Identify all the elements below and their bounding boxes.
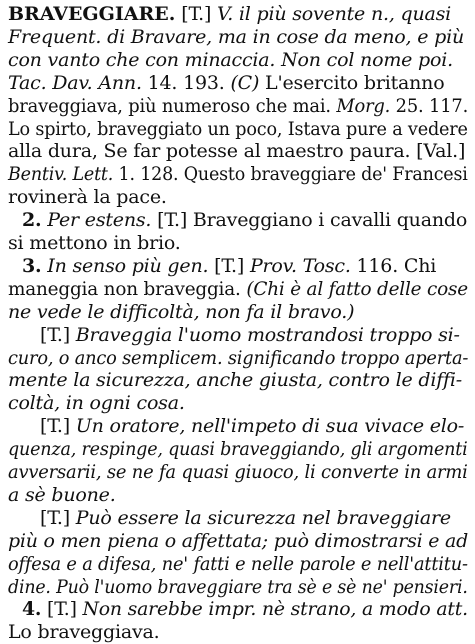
entry-line (8, 552, 468, 576)
entry-text: [T.] (175, 3, 218, 25)
entry-text: dine. Può l'uomo braveggiare tra sè e sè ne' pensieri. (8, 575, 468, 598)
entry-line (8, 437, 468, 461)
entry-text: più o men piena o affettata; può dimostrarsi e ad (8, 529, 469, 552)
entry-text: coltà, in ogni cosa. (8, 392, 185, 415)
sense-number: 2. (22, 209, 42, 232)
entry-line (8, 346, 468, 370)
entry-text: Non sarebbe impr. nè strano, a modo att. (82, 598, 468, 621)
entry-text: In senso più gen. (41, 254, 209, 277)
entry-text: offesa e a difesa, ne' fatti e nelle parole e nell'attitu- (8, 552, 468, 575)
entry-line (8, 162, 468, 186)
entry-text: [T.] (40, 506, 76, 529)
entry-line (8, 139, 465, 163)
entry-text: Lo braveggiava. (8, 621, 160, 644)
sense-number: 3. (22, 254, 42, 277)
entry-line (8, 368, 462, 392)
entry-text: [T.] (40, 323, 76, 346)
entry-text: [T.] (208, 254, 250, 277)
entry-text: 25. 117. (390, 94, 469, 117)
entry-line (22, 208, 467, 232)
entry-text: con vanto che con minaccia. Non col nome poi. (8, 48, 453, 71)
entry-text: maneggia non braveggia. (8, 277, 247, 300)
entry-text: [T.] Braveggiano i cavalli quando (151, 209, 468, 232)
entry-line (8, 620, 159, 644)
entry-text: avversarii, se ne fa quasi giuoco, li converte in armi (8, 461, 468, 483)
entry-line (8, 185, 167, 209)
entry-text: (Chi è al fatto delle cose (246, 277, 468, 300)
entry-text: Può essere la sicurezza nel braveggiare (75, 506, 451, 529)
entry-text: mente la sicurezza, anche giusta, contro le diffi- (8, 369, 462, 392)
entry-line (8, 460, 468, 484)
entry-text: Prov. Tosc. (249, 254, 351, 277)
entry-line (40, 414, 464, 438)
entry-text: ne vede le difficoltà, non fa il bravo.) (8, 300, 355, 323)
entry-line (22, 254, 436, 278)
entry-text: si mettono in brio. (8, 232, 181, 254)
entry-text: [T.] (41, 598, 83, 621)
entry-line (8, 300, 354, 324)
entry-line (8, 94, 468, 118)
entry-text: V. il più sovente n., quasi (217, 3, 452, 25)
entry-line (40, 323, 460, 347)
entry-text: 14. 193. (141, 71, 231, 94)
entry-text: (C) (230, 71, 260, 94)
entry-text: 1. 128. Questo braveggiare de' Francesi (113, 163, 468, 186)
headword: BRAVEGGIARE. (8, 3, 176, 25)
entry-line (8, 25, 464, 49)
entry-text: a sè buone. (8, 483, 116, 506)
entry-text: rovinerà la pace. (8, 186, 167, 209)
entry-text: Morg. (336, 94, 391, 117)
entry-text: 116. Chi (350, 254, 437, 277)
entry-line (8, 231, 181, 255)
entry-line (8, 529, 468, 553)
entry-text: alla dura, Se far potesse al maestro paura. [Val.] (8, 140, 466, 163)
sense-number: 4. (22, 598, 42, 621)
entry-text: [T.] (40, 415, 76, 438)
entry-text: L'esercito britanno (259, 71, 445, 94)
entry-line (8, 391, 185, 415)
entry-text: quenza, respinge, quasi braveggiando, gli argomenti (8, 438, 468, 461)
entry-text: Bentiv. Lett. (8, 163, 114, 186)
entry-line (8, 48, 453, 72)
entry-text: Lo spirto, braveggiato un poco, Istava pure a vedere (8, 117, 468, 140)
entry-text: Tac. Dav. Ann. (8, 71, 142, 94)
entry-line (8, 117, 468, 141)
entry-line (8, 483, 116, 507)
entry-text: braveggiava, più numeroso che mai. (8, 94, 337, 117)
entry-text: curo, o anco semplicem. significando troppo aperta- (8, 346, 469, 369)
entry-line (8, 71, 444, 95)
entry-text: Per estens. (41, 209, 152, 232)
entry-line (22, 597, 468, 621)
entry-line (8, 277, 468, 301)
entry-line (40, 506, 451, 530)
entry-text: Braveggia l'uomo mostrandosi troppo si- (75, 323, 460, 346)
entry-line (8, 575, 468, 599)
entry-line (8, 2, 451, 26)
entry-text: Un oratore, nell'impeto di sua vivace elo- (75, 415, 465, 438)
entry-text: Frequent. di Bravare, ma in cose da meno, e più (8, 25, 464, 48)
